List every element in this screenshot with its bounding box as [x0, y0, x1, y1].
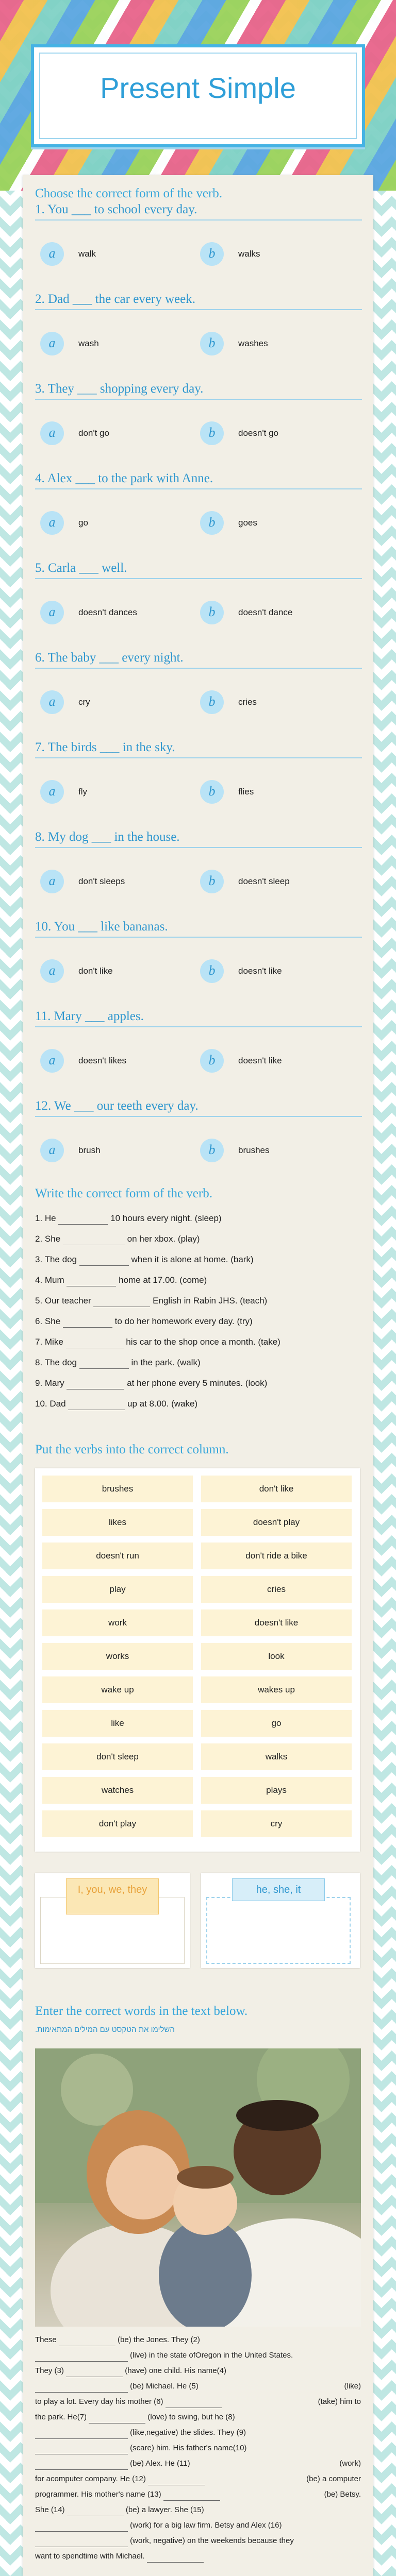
cloze-line-1 — [35, 2333, 361, 2347]
option-a-label: doesn't likes — [78, 1056, 127, 1065]
answer-blank[interactable] — [79, 1357, 129, 1369]
verb-chip[interactable]: doesn't play — [201, 1509, 352, 1536]
option-a-label: don't go — [78, 428, 109, 438]
option-a[interactable] — [40, 958, 113, 984]
option-b-bubble[interactable]: b — [200, 242, 224, 266]
cloze-text-middle: (live) in the state ofOregon in the United States. — [130, 2351, 293, 2360]
option-a-label: doesn't dances — [78, 607, 137, 617]
question-text: 4. Alex ___ to the park with Anne. — [35, 471, 213, 485]
answer-blank[interactable] — [93, 1295, 150, 1307]
cloze-text-start: want to spendtime with Michael. — [35, 2552, 145, 2561]
cloze-line-5 — [35, 2395, 361, 2409]
question-10 — [35, 1008, 362, 1067]
verb-chip[interactable]: likes — [42, 1509, 193, 1536]
option-a-bubble[interactable]: a — [40, 601, 64, 624]
column-i-you-we-they — [35, 1873, 190, 1968]
cloze-line-7 — [35, 2426, 361, 2440]
column-he-she-it — [201, 1873, 360, 1968]
cloze-line-12 — [35, 2503, 361, 2517]
option-a[interactable] — [40, 1138, 101, 1163]
verb-row-prefix: 2. She — [35, 1234, 61, 1244]
hebrew-instruction: השלימו את הטקסט עם המילים המתאימות. — [35, 2025, 175, 2034]
verb-row-suffix: at her phone every 5 minutes. (look) — [127, 1378, 268, 1388]
question-divider — [35, 1026, 362, 1027]
column-label-he-she-it: he, she, it — [232, 1878, 325, 1901]
question-text: 12. We ___ our teeth every day. — [35, 1099, 199, 1113]
option-a-bubble[interactable]: a — [40, 421, 64, 445]
verb-chip[interactable]: wake up — [42, 1676, 193, 1703]
option-b-label: doesn't dance — [238, 607, 293, 617]
verb-chip[interactable]: plays — [201, 1777, 352, 1804]
option-a[interactable] — [40, 420, 109, 446]
option-a[interactable] — [40, 600, 137, 625]
option-b-label: washes — [238, 338, 268, 348]
verb-row-prefix: 6. She — [35, 1316, 61, 1326]
cloze-line-3 — [35, 2364, 361, 2378]
verb-chip[interactable]: works — [42, 1643, 193, 1670]
verb-row-prefix: 10. Dad — [35, 1399, 66, 1409]
option-a[interactable] — [40, 689, 90, 715]
verb-row-5 — [35, 1292, 365, 1310]
option-b[interactable] — [200, 779, 254, 805]
cloze-line-6 — [35, 2410, 361, 2425]
verb-row-suffix: up at 8.00. (wake) — [127, 1399, 198, 1409]
question-divider — [35, 399, 362, 400]
verb-row-4 — [35, 1271, 365, 1290]
cloze-line-14 — [35, 2534, 361, 2548]
option-a-bubble[interactable]: a — [40, 959, 64, 983]
cloze-blank[interactable] — [66, 2365, 123, 2377]
cloze-text-start: the park. He(7) — [35, 2413, 87, 2421]
verb-row-suffix: 10 hours every night. (sleep) — [110, 1213, 222, 1223]
verb-chip[interactable]: doesn't like — [201, 1609, 352, 1636]
question-9 — [35, 918, 362, 978]
option-a[interactable] — [40, 779, 87, 805]
page-title: Present Simple — [100, 72, 296, 104]
option-b-label: cries — [238, 697, 257, 707]
answer-blank[interactable] — [79, 1254, 129, 1266]
verb-chip[interactable]: watches — [42, 1777, 193, 1804]
option-b-bubble[interactable]: b — [200, 1049, 224, 1073]
verb-chip[interactable]: like — [42, 1710, 193, 1737]
question-text: 5. Carla ___ well. — [35, 561, 127, 575]
verb-row-suffix: his car to the shop once a month. (take) — [126, 1337, 280, 1347]
verb-row-8 — [35, 1353, 365, 1372]
option-b-bubble[interactable]: b — [200, 959, 224, 983]
question-divider — [35, 847, 362, 848]
question-text: 1. You ___ to school every day. — [35, 202, 197, 216]
cloze-line-15 — [35, 2549, 361, 2564]
verb-chip[interactable]: don't ride a bike — [201, 1543, 352, 1569]
option-b-label: doesn't like — [238, 966, 282, 976]
cloze-text-end: (like) — [344, 2382, 361, 2391]
option-a-bubble[interactable]: a — [40, 332, 64, 355]
verb-chip[interactable]: cry — [201, 1810, 352, 1837]
verb-row-suffix: home at 17.00. (come) — [119, 1275, 207, 1285]
option-a[interactable] — [40, 869, 125, 894]
cloze-line-10 — [35, 2472, 361, 2486]
option-a-label: brush — [78, 1145, 101, 1155]
option-b-label: brushes — [238, 1145, 270, 1155]
cloze-blank[interactable] — [147, 2551, 204, 2563]
verb-row-1 — [35, 1209, 365, 1228]
option-b-label: doesn't like — [238, 1056, 282, 1065]
cloze-line-11 — [35, 2487, 361, 2502]
verb-chip[interactable]: don't sleep — [42, 1743, 193, 1770]
section1-instruction: Choose the correct form of the verb. — [35, 187, 223, 200]
verb-row-suffix: on her xbox. (play) — [127, 1234, 200, 1244]
verb-row-9 — [35, 1374, 365, 1393]
section4-instruction: Enter the correct words in the text below. — [35, 2004, 248, 2018]
cloze-blank[interactable] — [35, 2535, 128, 2547]
option-a-label: don't like — [78, 966, 113, 976]
question-text: 11. Mary ___ apples. — [35, 1009, 144, 1023]
answer-blank[interactable] — [63, 1233, 125, 1245]
verb-row-2 — [35, 1230, 365, 1248]
cloze-blank[interactable] — [148, 2473, 205, 2485]
cloze-line-4 — [35, 2379, 361, 2394]
verb-row-suffix: in the park. (walk) — [131, 1358, 201, 1367]
cloze-line-2 — [35, 2348, 361, 2363]
question-divider — [35, 309, 362, 310]
cloze-blank[interactable] — [59, 2334, 116, 2346]
option-b[interactable] — [200, 958, 282, 984]
question-1 — [35, 201, 362, 261]
cloze-text-start: for acomputer company. He (12) — [35, 2475, 146, 2483]
cloze-blank[interactable] — [35, 2458, 128, 2470]
question-7 — [35, 739, 362, 799]
cloze-blank[interactable] — [163, 2489, 220, 2501]
option-b-label: goes — [238, 518, 257, 528]
cloze-text-middle: (love) to swing, but he (8) — [147, 2413, 235, 2421]
answer-blank[interactable] — [66, 1336, 124, 1348]
verb-row-prefix: 1. He — [35, 1213, 56, 1223]
option-a[interactable] — [40, 331, 99, 357]
cloze-text-middle: (work, negative) on the weekends because they — [130, 2536, 294, 2545]
option-a-bubble[interactable]: a — [40, 242, 64, 266]
section2-instruction: Write the correct form of the verb. — [35, 1187, 212, 1200]
option-b-label: flies — [238, 787, 254, 796]
option-b[interactable] — [200, 331, 268, 357]
question-2 — [35, 291, 362, 350]
option-b[interactable] — [200, 1048, 282, 1074]
question-text: 10. You ___ like bananas. — [35, 920, 168, 934]
question-divider — [35, 668, 362, 669]
verb-chip[interactable]: don't play — [42, 1810, 193, 1837]
cloze-blank[interactable] — [89, 2412, 145, 2424]
option-a-label: fly — [78, 787, 87, 796]
verb-chip[interactable]: brushes — [42, 1476, 193, 1502]
verb-row-3 — [35, 1250, 365, 1269]
option-a-label: go — [78, 518, 88, 528]
verb-row-prefix: 7. Mike — [35, 1337, 63, 1347]
answer-blank[interactable] — [68, 1398, 125, 1410]
option-b-label: doesn't sleep — [238, 876, 290, 886]
family-photo-illustration — [35, 2048, 361, 2327]
option-b[interactable] — [200, 600, 292, 625]
answer-blank[interactable] — [63, 1316, 112, 1328]
cloze-blank[interactable] — [35, 2520, 128, 2532]
question-text: 8. My dog ___ in the house. — [35, 830, 180, 844]
option-b-bubble[interactable]: b — [200, 511, 224, 535]
question-divider — [35, 757, 362, 758]
option-a-label: wash — [78, 338, 99, 348]
option-a-bubble[interactable]: a — [40, 1139, 64, 1162]
cloze-blank[interactable] — [67, 2504, 124, 2516]
cloze-text-middle: (be) Michael. He (5) — [130, 2382, 199, 2391]
question-divider — [35, 937, 362, 938]
cloze-blank[interactable] — [35, 2381, 128, 2393]
cloze-text-start: to play a lot. Every day his mother (6) — [35, 2397, 163, 2406]
verb-chip[interactable]: doesn't run — [42, 1543, 193, 1569]
question-divider — [35, 488, 362, 489]
section3-instruction: Put the verbs into the correct column. — [35, 1443, 229, 1456]
verb-chip[interactable]: cries — [201, 1576, 352, 1603]
option-a-bubble[interactable]: a — [40, 511, 64, 535]
question-text: 3. They ___ shopping every day. — [35, 382, 204, 396]
cloze-blank[interactable] — [35, 2427, 128, 2439]
verb-row-prefix: 5. Our teacher — [35, 1296, 91, 1306]
option-b-bubble[interactable]: b — [200, 1139, 224, 1162]
option-a-label: don't sleeps — [78, 876, 125, 886]
option-a[interactable] — [40, 510, 88, 536]
question-6 — [35, 649, 362, 709]
cloze-line-9 — [35, 2456, 361, 2471]
question-text: 6. The baby ___ every night. — [35, 651, 184, 665]
cloze-text-end: (be) Betsy. — [324, 2490, 361, 2499]
cloze-blank[interactable] — [35, 2350, 128, 2362]
question-divider — [35, 219, 362, 221]
cloze-text-start: She (14) — [35, 2505, 65, 2514]
option-b-label: doesn't go — [238, 428, 278, 438]
cloze-text-end: (take) him to — [318, 2397, 361, 2406]
cloze-text-start: These — [35, 2335, 57, 2344]
cloze-blank[interactable] — [35, 2443, 128, 2454]
verb-chip[interactable]: walks — [201, 1743, 352, 1770]
cloze-line-8 — [35, 2441, 361, 2455]
question-8 — [35, 828, 362, 888]
verb-chip[interactable]: play — [42, 1576, 193, 1603]
verb-row-suffix: English in Rabin JHS. (teach) — [153, 1296, 268, 1306]
family-photo — [35, 2048, 361, 2327]
verb-row-10 — [35, 1395, 365, 1413]
option-a-label: cry — [78, 697, 90, 707]
question-11 — [35, 1097, 362, 1157]
option-b[interactable] — [200, 510, 257, 536]
cloze-text-end: (work) — [339, 2459, 361, 2468]
option-b-bubble[interactable]: b — [200, 690, 224, 714]
cloze-text-middle: (have) one child. His name(4) — [125, 2366, 226, 2375]
cloze-text-start: They (3) — [35, 2366, 64, 2375]
answer-blank[interactable] — [58, 1213, 108, 1225]
column-label-i-you-we-they: I, you, we, they — [66, 1878, 159, 1914]
option-b-bubble[interactable]: b — [200, 332, 224, 355]
verb-row-prefix: 8. The dog — [35, 1358, 77, 1367]
option-a-bubble[interactable]: a — [40, 870, 64, 893]
question-text: 2. Dad ___ the car every week. — [35, 292, 195, 306]
cloze-text-middle: (work) for a big law firm. Betsy and Alex (16) — [130, 2521, 282, 2530]
answer-blank[interactable] — [67, 1378, 124, 1389]
cloze-blank[interactable] — [166, 2396, 222, 2408]
question-divider — [35, 1116, 362, 1117]
answer-blank[interactable] — [67, 1275, 116, 1286]
option-a-bubble[interactable]: a — [40, 690, 64, 714]
verb-chip[interactable]: go — [201, 1710, 352, 1737]
verb-row-prefix: 3. The dog — [35, 1255, 77, 1264]
cloze-text-middle: (be) Alex. He (11) — [130, 2459, 190, 2468]
option-a-bubble[interactable]: a — [40, 1049, 64, 1073]
question-5 — [35, 560, 362, 619]
cloze-text-middle: (scare) him. His father's name(10) — [130, 2444, 247, 2452]
verb-row-6 — [35, 1312, 365, 1331]
option-b-bubble[interactable]: b — [200, 870, 224, 893]
option-b[interactable] — [200, 869, 290, 894]
option-a-label: walk — [78, 249, 96, 259]
option-b-bubble[interactable]: b — [200, 780, 224, 804]
option-b-label: walks — [238, 249, 260, 259]
option-b[interactable] — [200, 1138, 269, 1163]
option-b-bubble[interactable]: b — [200, 601, 224, 624]
verb-row-prefix: 9. Mary — [35, 1378, 64, 1388]
question-3 — [35, 380, 362, 440]
verb-row-7 — [35, 1333, 365, 1351]
option-a-bubble[interactable]: a — [40, 780, 64, 804]
option-b-bubble[interactable]: b — [200, 421, 224, 445]
verb-row-suffix: to do her homework every day. (try) — [114, 1316, 253, 1326]
verb-chip[interactable]: don't like — [201, 1476, 352, 1502]
cloze-text-end: (be) a computer — [306, 2475, 361, 2483]
option-a[interactable] — [40, 1048, 126, 1074]
question-divider — [35, 578, 362, 579]
option-b[interactable] — [200, 241, 260, 267]
verb-chip[interactable]: look — [201, 1643, 352, 1670]
option-b[interactable] — [200, 689, 257, 715]
verb-chip[interactable]: wakes up — [201, 1676, 352, 1703]
cloze-text-middle: (be) the Jones. They (2) — [118, 2335, 200, 2344]
cloze-text-middle: (be) a lawyer. She (15) — [125, 2505, 204, 2514]
verb-row-prefix: 4. Mum — [35, 1275, 64, 1285]
verb-chip[interactable]: work — [42, 1609, 193, 1636]
verb-row-suffix: when it is alone at home. (bark) — [131, 1255, 254, 1264]
question-text: 7. The birds ___ in the sky. — [35, 740, 175, 754]
question-4 — [35, 470, 362, 530]
verb-sort-bank — [35, 1468, 360, 1852]
cloze-line-13 — [35, 2518, 361, 2533]
option-a[interactable] — [40, 241, 96, 267]
option-b[interactable] — [200, 420, 278, 446]
cloze-text-middle: (like,negative) the slides. They (9) — [130, 2428, 246, 2437]
cloze-text-start: programmer. His mother's name (13) — [35, 2490, 161, 2499]
drop-zone-he-she-it[interactable] — [206, 1897, 351, 1964]
title-card — [31, 44, 365, 147]
